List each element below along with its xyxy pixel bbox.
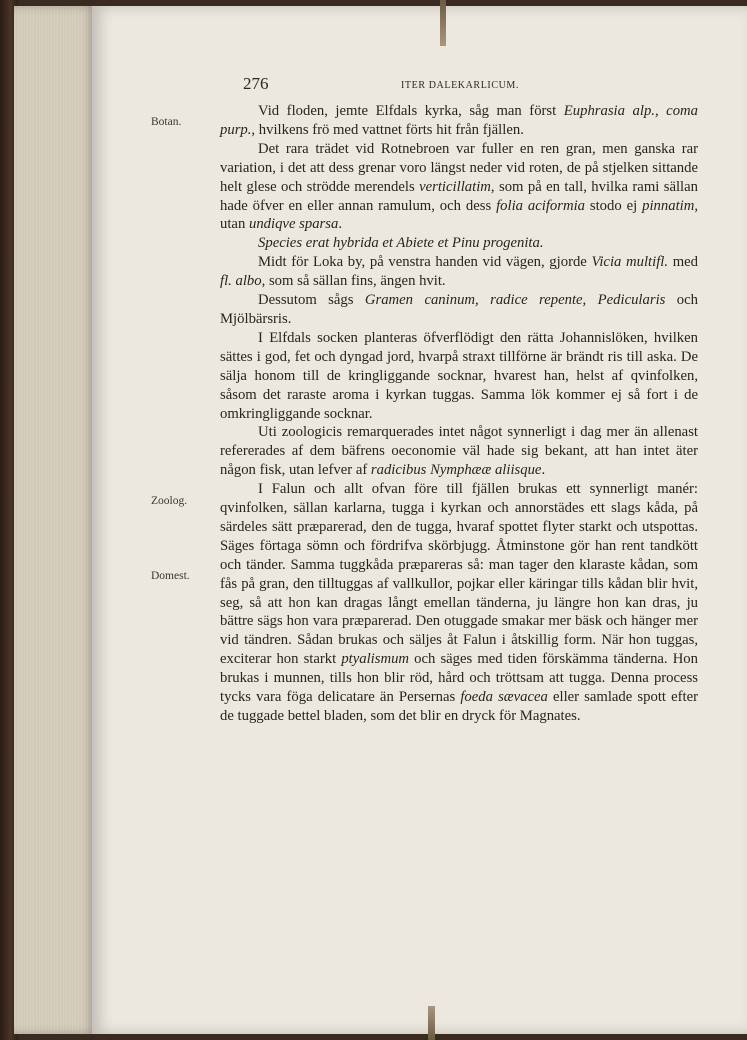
margin-note-zoolog: Zoolog. [151,495,188,507]
body-text [220,102,698,726]
paragraph-2: Det rara trädet vid Rotnebroen var fuller en ren gran, men ganska rar variation, i det att dess grenar voro längst neder vid roten, de på stjelken sittande helt glese och strödde merendels verticillatim, som på en tall, hvilka rami sällan hade öfver en eller annan ramulum, och dess folia aciformia stodo ej pinnatim, utan undiqve sparsa. [220,140,699,233]
margin-note-domest: Domest. [151,570,190,582]
margin-note-botan: Botan. [151,116,182,128]
paragraph-8: I Falun och allt ofvan före till fjällen brukas ett synnerligt manér: qvinfolken, sällan karlarna, tugga i kyrkan och annorstädes ett slags kåda, på särdeles sätt præparerad, den de tugga, hvaraf spottet flyter starkt och utspottas. Säges förtaga sömn och fördrifva skörbjugg. Åtminstone gör han rent tandkött och tänder. Samma tuggkåda præpareras så: man tager den klaraste kådan, som fås på gran, den tilltuggas af vallkullor, pojkar eller käringar tills kådan blir hvit, seg, så att hon kan dragas långt emellan tänderna, ju längre hon kan dras, ju bättre sägs hon vara præparerad. Den otuggade smakar mer bäsk och hänger mer vid tändren. Sådan brukas och säljes åt Falun i åtskillig form. När hon tuggas, exciterar hon starkt ptyalismum och säges med tiden förskämma tänderna. Hon brukas i munnen, tills hon blir röd, hård och tröttsam att tugga. Denna process tycks vara föga delicatare än Persernas foeda sævacea eller samlade spott efter de tuggade bettel bladen, som det blir en dryck för Magnates. [220,481,699,724]
paragraph-1: Vid floden, jemte Elfdals kyrka, såg man först Euphrasia alp., coma purp., hvilkens frö med vattnet förts hit från fjällen. [220,103,698,138]
paragraph-7: Uti zoologicis remarquerades intet något synnerligt i dag mer än allenast refererades af dem bäfrens oeconomie väl hade sig bekant, att han intet äter någon fisk, utan lefver af radicibus Nymphææ aliisque. [220,424,698,479]
paragraph-5: Dessutom sågs Gramen caninum, radice repente, Pedicularis och Mjölbärsris. [220,292,699,327]
paragraph-3: Species erat hybrida et Abiete et Pinu progenita. [258,235,544,252]
paragraph-6: I Elfdals socken planteras öfverflödigt den rätta Johannislöken, hvilken sättes i god, fet och dyngad jord, hvarpå straxt tillförne är brändt ris till aska. De sälja honom till de kringliggande socknar, hvarest han, helst af qvinfolken, såsom det raraste aroma i kyrkan tuggas. Samma lök kommer ej så fort i de omkringliggande socknar. [220,329,698,422]
bookmark-ribbon-top [440,0,446,46]
page-header [0,74,747,94]
page-number: 276 [243,74,269,93]
page-edges [14,6,96,1034]
paragraph-4: Midt för Loka by, på venstra handen vid vägen, gjorde Vicia multifl. med fl. albo, som så sällan fins, ängen hvit. [220,254,698,290]
bookmark-ribbon-bottom [428,1006,435,1040]
running-title: ITER DALEKARLICUM. [401,80,520,91]
